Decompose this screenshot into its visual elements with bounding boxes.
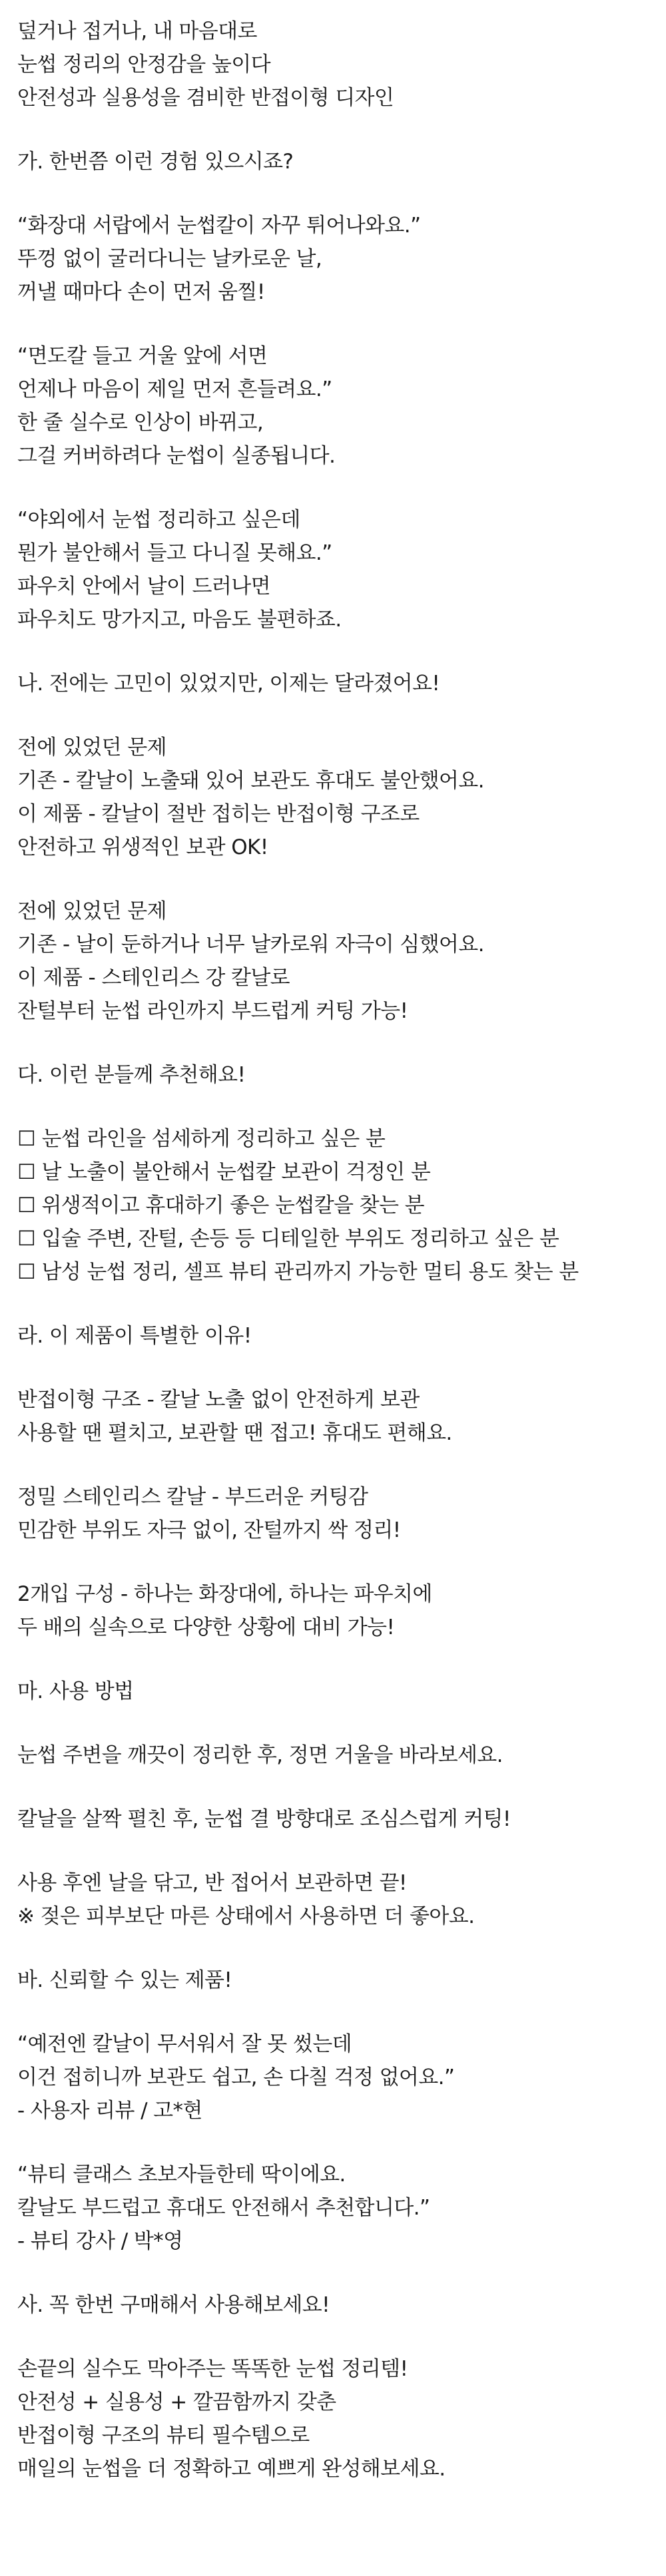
- paragraph-gap: [17, 114, 666, 145]
- paragraph-gap: [17, 2127, 666, 2158]
- text-line: 이 제품 - 스테인리스 강 칼날로: [17, 966, 290, 990]
- paragraph-gap: [17, 1450, 666, 1480]
- paragraph-gap: [17, 1836, 666, 1866]
- text-line: ☐ 입술 주변, 잔털, 손등 등 디테일한 부위도 정리하고 싶은 분: [17, 1227, 559, 1251]
- paragraph-gap: [17, 1997, 666, 2028]
- text-line: ※ 젖은 피부보단 마른 상태에서 사용하면 더 좋아요.: [17, 1904, 475, 1928]
- text-line: 민감한 부위도 자극 없이, 잔털까지 싹 정리!: [17, 1518, 401, 1542]
- text-line: 마. 사용 방법: [17, 1679, 134, 1703]
- text-line: 손끝의 실수도 막아주는 똑똑한 눈썹 정리템!: [17, 2357, 408, 2381]
- text-line: “뷰티 클래스 초보자들한테 딱이에요.: [17, 2163, 346, 2187]
- text-line: “면도칼 들고 거울 앞에 서면: [17, 344, 268, 368]
- text-line: 사용할 땐 펼치고, 보관할 땐 접고! 휴대도 편해요.: [17, 1421, 452, 1445]
- paragraph-gap: [17, 2258, 666, 2288]
- text-line: 뚜껑 없이 굴러다니는 날카로운 날,: [17, 247, 322, 271]
- text-line: ☐ 눈썹 라인을 섬세하게 정리하고 싶은 분: [17, 1127, 386, 1151]
- text-line: ☐ 남성 눈썹 정리, 셀프 뷰티 관리까지 가능한 멀티 용도 찾는 분: [17, 1260, 579, 1284]
- text-line: “화장대 서랍에서 눈썹칼이 자꾸 튀어나와요.”: [17, 214, 421, 238]
- text-line: 두 배의 실속으로 다양한 상황에 대비 가능!: [17, 1615, 395, 1639]
- text-line: 다. 이런 분들께 추천해요!: [17, 1063, 246, 1087]
- text-line: 이건 접히니까 보관도 쉽고, 손 다칠 걱정 없어요.”: [17, 2065, 455, 2089]
- text-line: 가. 한번쯤 이런 경험 있으시죠?: [17, 150, 294, 174]
- paragraph-gap: [17, 473, 666, 503]
- paragraph-gap: [17, 1092, 666, 1122]
- paragraph-gap: [17, 178, 666, 209]
- text-line: 파우치 안에서 날이 드러나면: [17, 574, 270, 598]
- text-line: 파우치도 망가지고, 마음도 불편하죠.: [17, 608, 342, 632]
- text-line: ☐ 위생적이고 휴대하기 좋은 눈썹칼을 찾는 분: [17, 1193, 424, 1217]
- text-line: 그걸 커버하려다 눈썹이 실종됩니다.: [17, 444, 336, 468]
- text-line: 뭔가 불안해서 들고 다니질 못해요.”: [17, 541, 332, 565]
- text-line: 매일의 눈썹을 더 정확하고 예쁘게 완성해보세요.: [17, 2457, 446, 2481]
- paragraph-gap: [17, 1028, 666, 1058]
- text-line: 기존 - 칼날이 노출돼 있어 보관도 휴대도 불안했어요.: [17, 769, 484, 793]
- text-line: 사용 후엔 날을 닦고, 반 접어서 보관하면 끝!: [17, 1871, 407, 1895]
- text-line: 전에 있었던 문제: [17, 736, 166, 759]
- text-line: 안전하고 위생적인 보관 OK!: [17, 835, 268, 859]
- paragraph-gap: [17, 1547, 666, 1578]
- text-line: 잔털부터 눈썹 라인까지 부드럽게 커팅 가능!: [17, 999, 408, 1023]
- text-line: ☐ 날 노출이 불안해서 눈썹칼 보관이 걱정인 분: [17, 1160, 431, 1184]
- paragraph-gap: [17, 864, 666, 895]
- text-line: 반접이형 구조의 뷰티 필수템으로: [17, 2424, 310, 2448]
- paragraph-gap: [17, 1644, 666, 1675]
- text-line: 안전성 + 실용성 + 깔끔함까지 갖춘: [17, 2390, 336, 2414]
- text-line: 이 제품 - 칼날이 절반 접히는 반접이형 구조로: [17, 802, 420, 826]
- paragraph-gap: [17, 2322, 666, 2352]
- paragraph-gap: [17, 1708, 666, 1739]
- paragraph-gap: [17, 636, 666, 667]
- paragraph-gap: [17, 700, 666, 731]
- text-line: 바. 신뢰할 수 있는 제품!: [17, 1968, 232, 1992]
- text-line: 라. 이 제품이 특별한 이유!: [17, 1324, 252, 1348]
- paragraph-gap: [17, 309, 666, 339]
- paragraph-gap: [17, 1772, 666, 1803]
- paragraph-gap: [17, 1933, 666, 1964]
- text-line: 나. 전에는 고민이 있었지만, 이제는 달라졌어요!: [17, 672, 440, 696]
- text-line: 정밀 스테인리스 칼날 - 부드러운 커팅감: [17, 1485, 368, 1509]
- text-line: 칼날도 부드럽고 휴대도 안전해서 추천합니다.”: [17, 2196, 430, 2220]
- text-line: 한 줄 실수로 인상이 바뀌고,: [17, 411, 264, 435]
- text-line: 덮거나 접거나, 내 마음대로: [17, 19, 257, 43]
- text-line: 눈썹 주변을 깨끗이 정리한 후, 정면 거울을 바라보세요.: [17, 1743, 503, 1767]
- text-line: 전에 있었던 문제: [17, 899, 166, 923]
- text-line: 눈썹 정리의 안정감을 높이다: [17, 53, 270, 77]
- text-line: 2개입 구성 - 하나는 화장대에, 하나는 파우치에: [17, 1582, 432, 1606]
- text-line: 반접이형 구조 - 칼날 노출 없이 안전하게 보관: [17, 1388, 420, 1412]
- text-line: 안전성과 실용성을 겸비한 반접이형 디자인: [17, 86, 394, 110]
- text-line: 언제나 마음이 제일 먼저 흔들려요.”: [17, 377, 332, 401]
- paragraph-gap: [17, 1289, 666, 1319]
- text-line: “야외에서 눈썹 정리하고 싶은데: [17, 508, 300, 532]
- text-line: 기존 - 날이 둔하거나 너무 날카로워 자극이 심했어요.: [17, 933, 484, 957]
- text-line: 사. 꼭 한번 구매해서 사용해보세요!: [17, 2293, 330, 2317]
- text-line: “예전엔 칼날이 무서워서 잘 못 썼는데: [17, 2032, 352, 2056]
- text-line: - 사용자 리뷰 / 고*현: [17, 2099, 202, 2123]
- text-line: 꺼낼 때마다 손이 먼저 움찔!: [17, 280, 265, 304]
- text-line: - 뷰티 강사 / 박*영: [17, 2229, 183, 2253]
- paragraph-gap: [17, 1353, 666, 1383]
- text-line: 칼날을 살짝 펼친 후, 눈썹 결 방향대로 조심스럽게 커팅!: [17, 1807, 511, 1831]
